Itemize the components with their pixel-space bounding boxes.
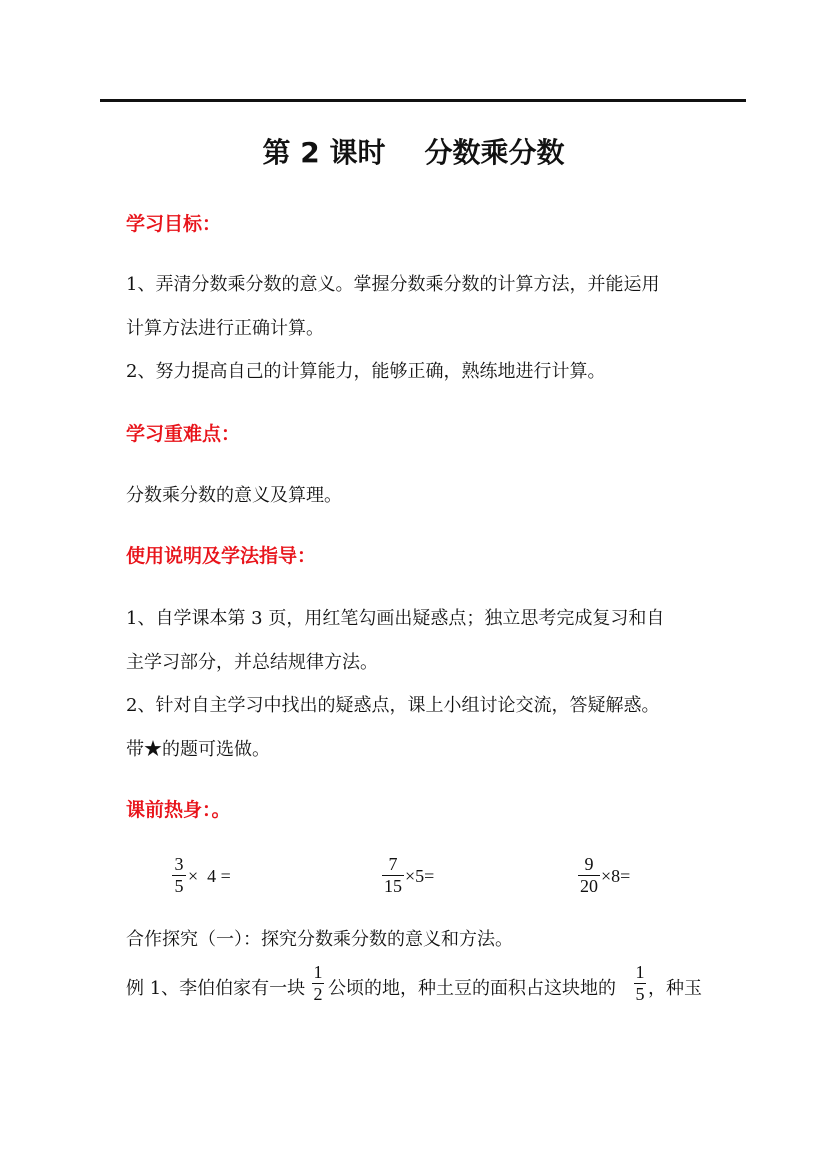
instructions-line-2: 主学习部分，并总结规律方法。 — [126, 652, 378, 673]
inquiry-title: 合作探究（一）：探究分数乘分数的意义和方法。 — [126, 929, 513, 950]
fraction-denominator: 5 — [174, 876, 184, 896]
fraction-denominator: 20 — [580, 876, 598, 896]
goals-heading: 学习目标： — [126, 213, 222, 235]
example-text-2: 公顷的地，种土豆的面积占这块地的 — [328, 978, 616, 999]
fraction-denominator: 15 — [384, 876, 402, 896]
instructions-line-1: 1、自学课本第 3 页，用红笔勾画出疑惑点；独立思考完成复习和自 — [126, 608, 665, 629]
fraction-denominator: 5 — [635, 984, 645, 1004]
warmup-fraction-2 — [382, 855, 404, 896]
fraction-numerator: 9 — [584, 854, 594, 874]
warmup-fraction-1 — [172, 855, 186, 896]
page-title: 第 2 课时 分数乘分数 — [262, 136, 565, 169]
key-points-line-1: 分数乘分数的意义及算理。 — [126, 485, 342, 506]
example-fraction-2 — [634, 963, 646, 1004]
warmup-expression-1: × 4 = — [188, 866, 231, 886]
fraction-numerator: 3 — [174, 854, 184, 874]
warmup-expression-3: ×8= — [601, 866, 631, 886]
fraction-numerator: 1 — [635, 962, 645, 982]
instructions-line-4: 带★的题可选做。 — [126, 739, 270, 760]
goals-line-1: 1、弄清分数乘分数的意义。掌握分数乘分数的计算方法，并能运用 — [126, 274, 660, 295]
warmup-expression-2: ×5= — [405, 866, 435, 886]
header-rule — [100, 99, 746, 102]
fraction-denominator: 2 — [313, 984, 323, 1004]
fraction-numerator: 7 — [388, 854, 398, 874]
example-text-1: 例 1、李伯伯家有一块 — [126, 978, 306, 999]
example-fraction-1 — [312, 963, 324, 1004]
instructions-heading: 使用说明及学法指导： — [126, 545, 317, 567]
goals-line-2: 计算方法进行正确计算。 — [126, 318, 324, 339]
warmup-heading: 课前热身：。 — [126, 799, 231, 821]
warmup-fraction-3 — [578, 855, 600, 896]
example-text-3: ，种玉 — [648, 978, 702, 999]
key-points-heading: 学习重难点： — [126, 423, 241, 445]
goals-line-3: 2、努力提高自己的计算能力，能够正确，熟练地进行计算。 — [126, 361, 606, 382]
fraction-numerator: 1 — [313, 962, 323, 982]
instructions-line-3: 2、针对自主学习中找出的疑惑点，课上小组讨论交流，答疑解惑。 — [126, 695, 660, 716]
